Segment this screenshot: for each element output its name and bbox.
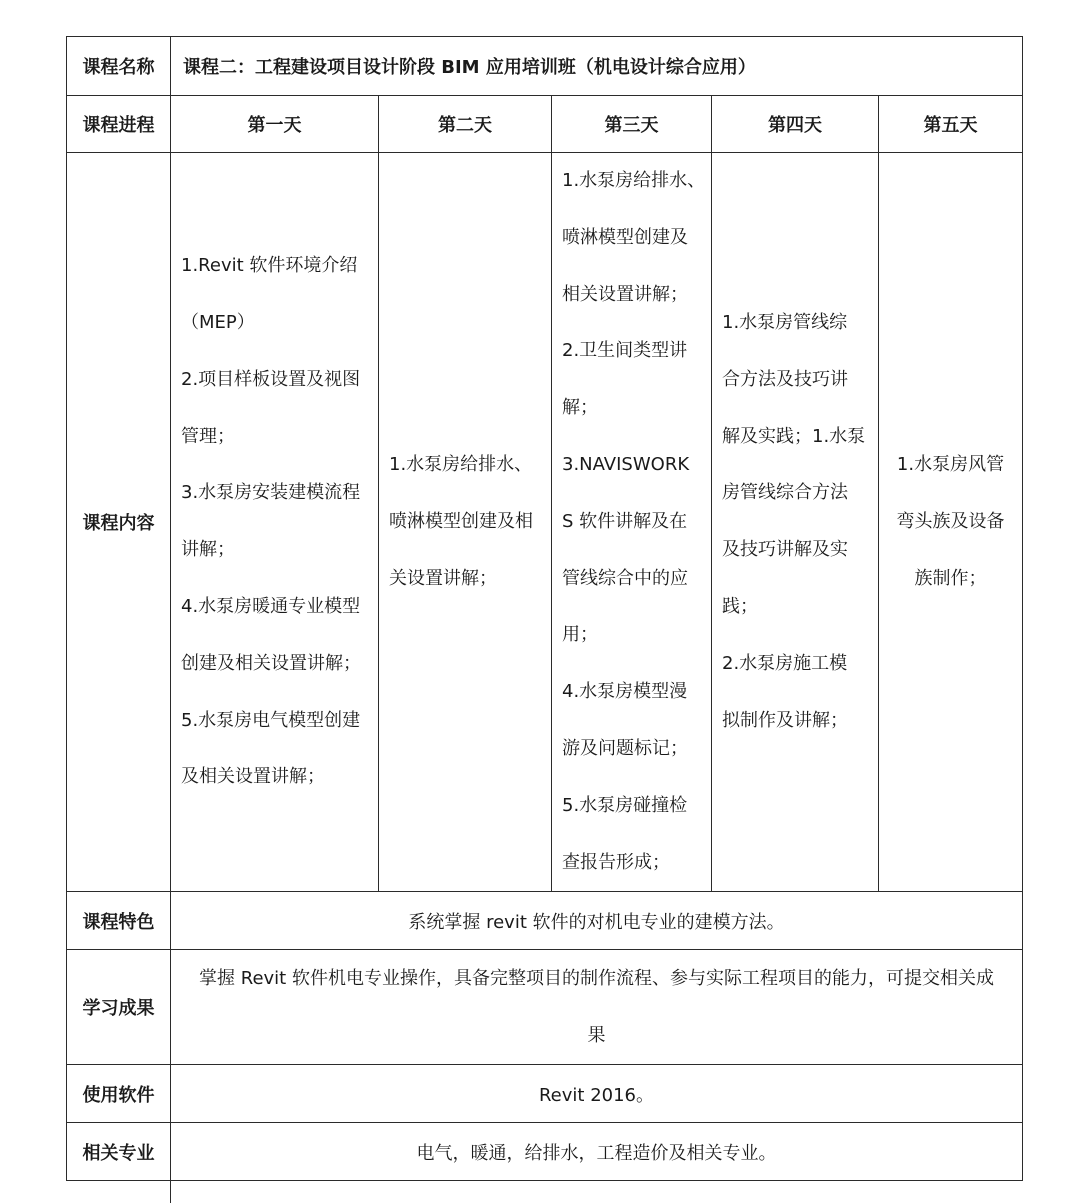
- content-line: 合方法及技巧讲: [722, 368, 848, 390]
- day-content-2: [379, 153, 552, 892]
- content-line: 4.水泵房模型漫: [562, 681, 688, 703]
- row-outcomes: [67, 950, 1023, 1065]
- label-schedule: 课程进程: [67, 96, 171, 153]
- content-line: 践；: [722, 595, 758, 617]
- content-line: 查报告形成；: [562, 851, 670, 873]
- blank-cell-right: [171, 1181, 1023, 1203]
- day-content-4: [712, 153, 879, 892]
- content-line: 1.Revit 软件环境介绍: [181, 255, 358, 277]
- label-outcomes: 学习成果: [67, 950, 171, 1065]
- course-table: [66, 36, 1023, 1203]
- content-line: 5.水泵房电气模型创建: [181, 709, 361, 731]
- day-header-1: 第一天: [171, 96, 379, 153]
- label-software: 使用软件: [67, 1065, 171, 1123]
- day-header-5: 第五天: [879, 96, 1023, 153]
- label-related: 相关专业: [67, 1123, 171, 1181]
- content-line: 管线综合中的应: [562, 567, 688, 589]
- row-related: [67, 1123, 1023, 1181]
- row-content: [67, 153, 1023, 892]
- content-line: 1.水泵房给排水、: [389, 453, 533, 475]
- content-line: 喷淋模型创建及相: [389, 510, 533, 532]
- related-text: 电气，暖通，给排水，工程造价及相关专业。: [171, 1123, 1023, 1181]
- features-text: 系统掌握 revit 软件的对机电专业的建模方法。: [171, 892, 1023, 950]
- blank-cell-left: [67, 1181, 171, 1203]
- content-line: 2.卫生间类型讲: [562, 340, 688, 362]
- content-line: 族制作；: [914, 567, 987, 589]
- label-course-name: 课程名称: [67, 37, 171, 96]
- content-line: 2.项目样板设置及视图: [181, 368, 361, 390]
- content-line: 关设置讲解；: [389, 567, 497, 589]
- content-line: S 软件讲解及在: [562, 510, 688, 532]
- content-line: 1.水泵房给排水、: [562, 170, 706, 191]
- content-line: 游及问题标记；: [562, 737, 688, 759]
- day-content-1: [171, 153, 379, 892]
- content-line: 解及实践；1.水泵: [722, 425, 866, 447]
- content-line: 解；: [562, 397, 598, 419]
- content-line: 管理；: [181, 425, 235, 447]
- day-content-5: [879, 153, 1023, 892]
- software-text: Revit 2016。: [171, 1065, 1023, 1123]
- row-features: [67, 892, 1023, 950]
- content-line: 及技巧讲解及实: [722, 539, 848, 561]
- day-header-2: 第二天: [379, 96, 552, 153]
- content-line: 弯头族及设备: [896, 510, 1005, 532]
- day-content-3: [552, 153, 712, 892]
- label-content: 课程内容: [67, 153, 171, 892]
- outcomes-line: 果: [587, 1025, 606, 1047]
- content-line: 1.水泵房管线综: [722, 311, 848, 333]
- content-line: 房管线综合方法: [722, 482, 848, 504]
- day-header-3: 第三天: [552, 96, 712, 153]
- label-features: 课程特色: [67, 892, 171, 950]
- row-course-name: [67, 37, 1023, 96]
- content-line: 创建及相关设置讲解；: [181, 652, 361, 674]
- content-line: 4.水泵房暖通专业模型: [181, 595, 361, 617]
- content-line: 3.水泵房安装建模流程: [181, 482, 361, 504]
- content-line: 2.水泵房施工模: [722, 652, 848, 674]
- day-header-4: 第四天: [712, 96, 879, 153]
- content-line: 相关设置讲解；: [562, 283, 688, 305]
- content-line: 讲解；: [181, 539, 235, 561]
- row-schedule: [67, 96, 1023, 153]
- course-title: 课程二：工程建设项目设计阶段 BIM 应用培训班（机电设计综合应用）: [171, 37, 1023, 96]
- content-line: 1.水泵房风管: [896, 453, 1005, 475]
- content-line: 用；: [562, 624, 598, 646]
- outcomes-text: [171, 950, 1023, 1065]
- outcomes-line: 掌握 Revit 软件机电专业操作，具备完整项目的制作流程、参与实际工程项目的能力，可提交相关成: [199, 968, 994, 990]
- content-line: 3.NAVISWORK: [562, 453, 690, 475]
- row-blank: [67, 1181, 1023, 1203]
- content-line: （MEP）: [181, 311, 255, 333]
- row-software: [67, 1065, 1023, 1123]
- content-line: 5.水泵房碰撞检: [562, 794, 688, 816]
- content-line: 拟制作及讲解；: [722, 709, 848, 731]
- content-line: 喷淋模型创建及: [562, 226, 688, 248]
- content-line: 及相关设置讲解；: [181, 766, 325, 788]
